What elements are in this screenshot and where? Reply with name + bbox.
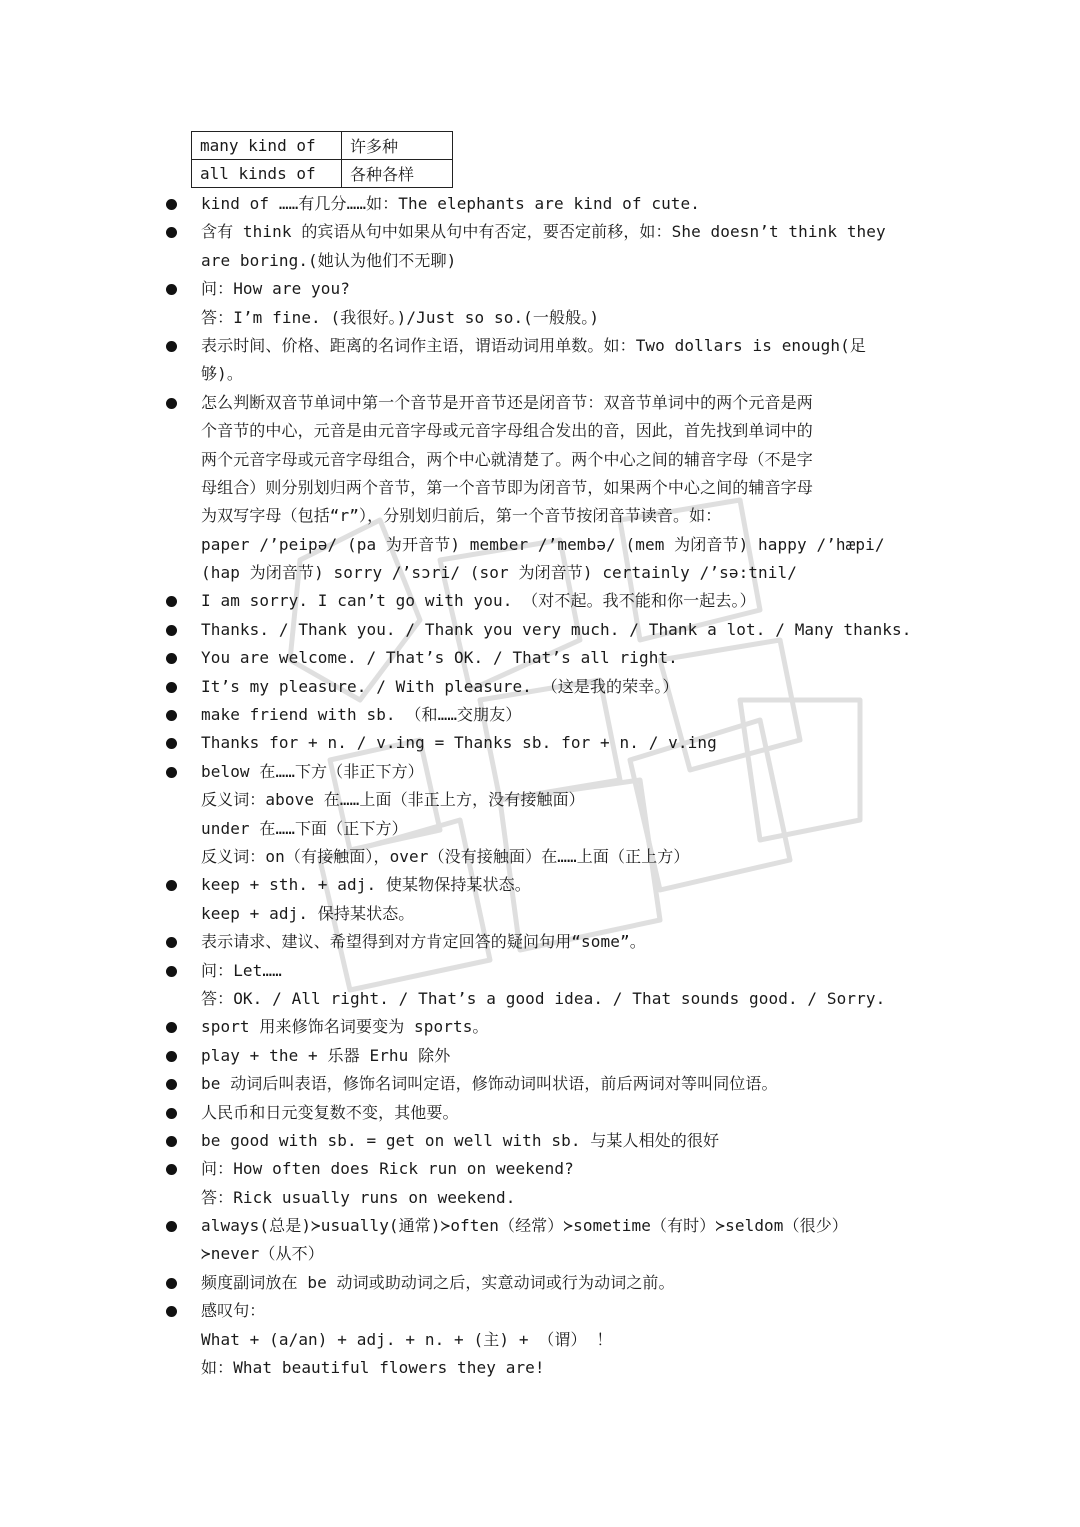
list-item [160, 1212, 930, 1269]
list-item [160, 673, 930, 701]
bullet-icon [166, 880, 177, 891]
list-item-text: ≻never（从不） [201, 1244, 324, 1264]
list-item-text: keep + adj. 保持某状态。 [201, 903, 415, 923]
list-item [160, 389, 930, 588]
list-item-text: 表示时间、价格、距离的名词作主语，谓语动词用单数。如：Two dollars is enough(足 [201, 335, 866, 355]
vocab-row [192, 160, 453, 188]
bullet-icon [166, 1164, 177, 1175]
list-item-text: kind of ……有几分……如：The elephants are kind of cute. [201, 194, 701, 213]
bullet-icon [166, 1221, 177, 1232]
list-item [160, 1155, 930, 1212]
bullet-icon [166, 1136, 177, 1147]
list-item-text: below 在……下方（非正下方） [201, 761, 424, 781]
bullet-icon [166, 1278, 177, 1289]
list-item-text: 反义词：on（有接触面），over（没有接触面）在……上面（正上方） [201, 846, 690, 866]
list-item [160, 1099, 930, 1127]
bullet-icon [166, 937, 177, 948]
list-item-text: 表示请求、建议、希望得到对方肯定回答的疑问句用“some”。 [201, 932, 646, 952]
list-item [160, 1013, 930, 1041]
list-item-text: 个音节的中心，元音是由元音字母或元音字母组合发出的音，因此，首先找到单词中的 [201, 421, 813, 441]
list-item [160, 332, 930, 389]
list-item [160, 275, 930, 332]
bullet-icon [166, 596, 177, 607]
list-item [160, 1042, 930, 1070]
list-item [160, 1127, 930, 1155]
bullet-icon [166, 767, 177, 778]
list-item-text: paper /’peipə/ (pa 为开音节) member /’membə/ (mem 为闭音节) happy /’hæpi/ [201, 534, 885, 554]
bullet-icon [166, 199, 177, 210]
list-item [160, 587, 930, 615]
list-item-text: 母组合）则分别划归两个音节，第一个音节即为闭音节，如果两个中心之间的辅音字母 [201, 477, 813, 497]
bullet-icon [166, 710, 177, 721]
notes-list [160, 190, 930, 1382]
list-item-text: Thanks. / Thank you. / Thank you very much. / Thank a lot. / Many thanks. [201, 619, 912, 639]
list-item-text: 够)。 [201, 364, 243, 384]
bullet-icon [166, 284, 177, 295]
list-item-text: under 在……下面（正下方） [201, 818, 408, 838]
list-item [160, 190, 930, 218]
list-item-text: 反义词：above 在……上面（非正上方，没有接触面） [201, 790, 585, 810]
list-item-text: 含有 think 的宾语从句中如果从句中有否定，要否定前移，如：She doesn’t think they [201, 222, 886, 242]
bullet-icon [166, 966, 177, 977]
list-item-text: 怎么判断双音节单词中第一个音节是开音节还是闭音节：双音节单词中的两个元音是两 [201, 392, 813, 412]
list-item-text: always(总是)≻usually(通常)≻often（经常）≻sometime（有时）≻seldom（很少） [201, 1216, 848, 1236]
list-item [160, 1297, 930, 1382]
list-item [160, 616, 930, 644]
list-item-text: 答：Rick usually runs on weekend. [201, 1187, 516, 1207]
list-item-text: 频度副词放在 be 动词或助动词之后，实意动词或行为动词之前。 [201, 1272, 675, 1292]
list-item-text: make friend with sb. （和……交朋友） [201, 705, 522, 725]
bullet-icon [166, 227, 177, 238]
vocab-row [192, 132, 453, 160]
list-item-text: 为双写字母（包括“r”），分别划归前后，第一个音节按闭音节读音。如： [201, 506, 722, 526]
bullet-icon [166, 625, 177, 636]
bullet-icon [166, 1022, 177, 1033]
list-item-text: 人民币和日元变复数不变，其他要。 [201, 1102, 459, 1122]
bullet-icon [166, 653, 177, 664]
list-item-text: It’s my pleasure. / With pleasure. （这是我的荣幸。） [201, 676, 679, 696]
list-item-text: 两个元音字母或元音字母组合，两个中心就清楚了。两个中心之间的辅音字母（不是字 [201, 449, 813, 469]
bullet-icon [166, 682, 177, 693]
list-item [160, 957, 930, 1014]
list-item [160, 644, 930, 672]
list-item [160, 701, 930, 729]
list-item-text: 答：I’m fine. (我很好。)/Just so so.(一般般。) [201, 307, 600, 327]
list-item-text: What + (a/an) + adj. + n. + (主) + （谓） ！ [201, 1329, 613, 1349]
list-item [160, 871, 930, 928]
list-item-text: sport 用来修饰名词要变为 sports。 [201, 1017, 489, 1037]
vocab-meaning: 许多种 [342, 132, 453, 160]
list-item-text: 问：Let…… [201, 960, 282, 980]
list-item-text: 感叹句： [201, 1301, 266, 1321]
list-item [160, 1269, 930, 1297]
vocab-meaning: 各种各样 [342, 160, 453, 188]
list-item-text: keep + sth. + adj. 使某物保持某状态。 [201, 875, 531, 895]
vocab-table [191, 131, 453, 188]
list-item-text: 答：OK. / All right. / That’s a good idea. / That sounds good. / Sorry. [201, 988, 886, 1008]
list-item-text: 如：What beautiful flowers they are! [201, 1358, 545, 1378]
list-item-text: be good with sb. = get on well with sb. 与某人相处的很好 [201, 1130, 720, 1150]
list-item-text: Thanks for + n. / v.ing = Thanks sb. for + n. / v.ing [201, 733, 717, 753]
list-item-text: 问：How are you? [201, 279, 350, 299]
list-item [160, 758, 930, 872]
list-item [160, 1070, 930, 1098]
list-item-text: I am sorry. I can’t go with you. （对不起。我不能和你一起去。） [201, 591, 756, 611]
list-item-text: are boring.(她认为他们不无聊) [201, 250, 457, 270]
bullet-icon [166, 1306, 177, 1317]
list-item [160, 218, 930, 275]
list-item-text: (hap 为闭音节) sorry /’sɔri/ (sor 为闭音节) certainly /’sə:tnil/ [201, 563, 797, 583]
list-item [160, 729, 930, 757]
bullet-icon [166, 398, 177, 409]
bullet-icon [166, 1108, 177, 1119]
vocab-phrase: all kinds of [192, 160, 342, 188]
list-item [160, 928, 930, 956]
bullet-icon [166, 341, 177, 352]
list-item-text: play + the + 乐器 Erhu 除外 [201, 1045, 451, 1065]
bullet-icon [166, 1051, 177, 1062]
list-item-text: be 动词后叫表语，修饰名词叫定语，修饰动词叫状语，前后两词对等叫同位语。 [201, 1074, 778, 1094]
list-item-text: You are welcome. / That’s OK. / That’s all right. [201, 648, 678, 668]
bullet-icon [166, 1079, 177, 1090]
list-item-text: 问：How often does Rick run on weekend? [201, 1159, 574, 1179]
vocab-phrase: many kind of [192, 132, 342, 160]
bullet-icon [166, 738, 177, 749]
